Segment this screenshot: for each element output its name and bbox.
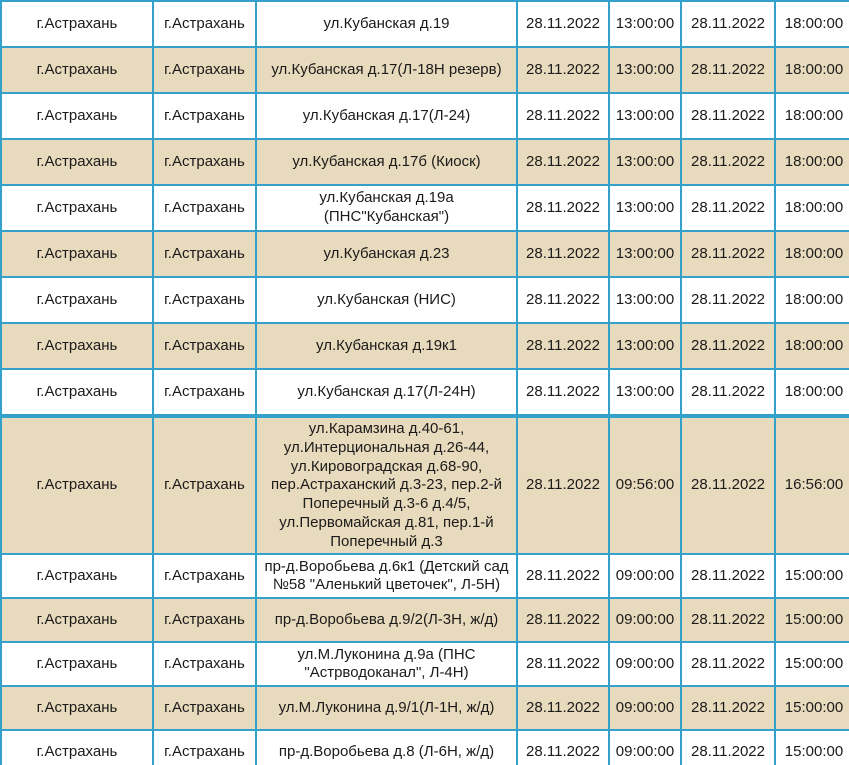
cell-start-time: 09:56:00 [609, 417, 681, 554]
cell-start-date: 28.11.2022 [517, 1, 609, 47]
cell-start-date: 28.11.2022 [517, 554, 609, 598]
cell-start-date: 28.11.2022 [517, 93, 609, 139]
cell-address: ул.Кубанская д.23 [256, 231, 517, 277]
cell-end-date: 28.11.2022 [681, 231, 775, 277]
cell-address: ул.Кубанская д.17б (Киоск) [256, 139, 517, 185]
cell-start-time: 13:00:00 [609, 369, 681, 415]
cell-address: ул.Кубанская д.17(Л-24) [256, 93, 517, 139]
table-row [1, 1, 849, 47]
cell-locality: г.Астрахань [153, 93, 256, 139]
cell-locality: г.Астрахань [153, 642, 256, 686]
cell-end-time: 18:00:00 [775, 93, 849, 139]
cell-end-time: 16:56:00 [775, 417, 849, 554]
cell-end-time: 15:00:00 [775, 554, 849, 598]
cell-locality: г.Астрахань [153, 231, 256, 277]
cell-address: пр-д.Воробьева д.8 (Л-6Н, ж/д) [256, 730, 517, 765]
cell-end-date: 28.11.2022 [681, 323, 775, 369]
cell-city: г.Астрахань [1, 598, 153, 642]
cell-end-date: 28.11.2022 [681, 369, 775, 415]
cell-address: ул.Кубанская д.17(Л-24Н) [256, 369, 517, 415]
cell-end-date: 28.11.2022 [681, 93, 775, 139]
cell-end-time: 18:00:00 [775, 369, 849, 415]
cell-end-date: 28.11.2022 [681, 730, 775, 765]
cell-locality: г.Астрахань [153, 277, 256, 323]
table-row [1, 185, 849, 231]
cell-city: г.Астрахань [1, 139, 153, 185]
cell-end-time: 15:00:00 [775, 730, 849, 765]
cell-address: ул.М.Луконина д.9/1(Л-1Н, ж/д) [256, 686, 517, 730]
cell-end-time: 18:00:00 [775, 1, 849, 47]
cell-address: ул.Карамзина д.40-61, ул.Интерциональная д.26-44, ул.Кировоградская д.68-90, пер.Астраханский д.3-23, пер.2-й Поперечный д.3-6 д.4/5, ул.Первомайская д.81, пер.1-й Поперечный д.3 [256, 417, 517, 554]
cell-start-time: 09:00:00 [609, 686, 681, 730]
cell-start-date: 28.11.2022 [517, 139, 609, 185]
cell-end-time: 18:00:00 [775, 277, 849, 323]
cell-end-date: 28.11.2022 [681, 47, 775, 93]
cell-start-date: 28.11.2022 [517, 686, 609, 730]
cell-start-time: 13:00:00 [609, 185, 681, 231]
cell-end-date: 28.11.2022 [681, 598, 775, 642]
cell-start-time: 09:00:00 [609, 730, 681, 765]
cell-city: г.Астрахань [1, 277, 153, 323]
table-row [1, 93, 849, 139]
cell-end-date: 28.11.2022 [681, 277, 775, 323]
cell-address: ул.Кубанская д.19к1 [256, 323, 517, 369]
cell-city: г.Астрахань [1, 1, 153, 47]
cell-end-date: 28.11.2022 [681, 1, 775, 47]
table-row [1, 417, 849, 554]
cell-end-time: 18:00:00 [775, 139, 849, 185]
cell-city: г.Астрахань [1, 323, 153, 369]
table-row [1, 642, 849, 686]
cell-locality: г.Астрахань [153, 686, 256, 730]
cell-start-time: 09:00:00 [609, 554, 681, 598]
cell-end-time: 15:00:00 [775, 642, 849, 686]
cell-address: ул.Кубанская д.19 [256, 1, 517, 47]
cell-end-time: 18:00:00 [775, 231, 849, 277]
outage-table-group-2 [0, 416, 849, 765]
cell-locality: г.Астрахань [153, 730, 256, 765]
table-row [1, 554, 849, 598]
cell-start-date: 28.11.2022 [517, 730, 609, 765]
cell-start-date: 28.11.2022 [517, 598, 609, 642]
cell-address: ул.М.Луконина д.9а (ПНС "Астрводоканал", Л-4Н) [256, 642, 517, 686]
cell-locality: г.Астрахань [153, 1, 256, 47]
cell-locality: г.Астрахань [153, 139, 256, 185]
cell-end-time: 15:00:00 [775, 686, 849, 730]
table-row [1, 598, 849, 642]
cell-locality: г.Астрахань [153, 417, 256, 554]
cell-start-date: 28.11.2022 [517, 417, 609, 554]
cell-end-date: 28.11.2022 [681, 686, 775, 730]
cell-address: пр-д.Воробьева д.9/2(Л-3Н, ж/д) [256, 598, 517, 642]
cell-city: г.Астрахань [1, 185, 153, 231]
cell-city: г.Астрахань [1, 47, 153, 93]
table-row [1, 323, 849, 369]
cell-end-time: 15:00:00 [775, 598, 849, 642]
cell-locality: г.Астрахань [153, 185, 256, 231]
cell-end-time: 18:00:00 [775, 47, 849, 93]
cell-address: пр-д.Воробьева д.6к1 (Детский сад №58 "Аленький цветочек", Л-5Н) [256, 554, 517, 598]
cell-locality: г.Астрахань [153, 554, 256, 598]
table-row [1, 231, 849, 277]
cell-start-date: 28.11.2022 [517, 185, 609, 231]
cell-start-time: 13:00:00 [609, 47, 681, 93]
table-row [1, 277, 849, 323]
table-row [1, 139, 849, 185]
cell-locality: г.Астрахань [153, 598, 256, 642]
table-row [1, 369, 849, 415]
cell-start-time: 13:00:00 [609, 139, 681, 185]
cell-city: г.Астрахань [1, 417, 153, 554]
cell-city: г.Астрахань [1, 93, 153, 139]
cell-address: ул.Кубанская д.19а (ПНС"Кубанская") [256, 185, 517, 231]
cell-end-time: 18:00:00 [775, 185, 849, 231]
cell-start-date: 28.11.2022 [517, 369, 609, 415]
cell-locality: г.Астрахань [153, 323, 256, 369]
table-row [1, 47, 849, 93]
cell-start-time: 09:00:00 [609, 598, 681, 642]
cell-address: ул.Кубанская (НИС) [256, 277, 517, 323]
cell-end-date: 28.11.2022 [681, 139, 775, 185]
cell-start-time: 13:00:00 [609, 93, 681, 139]
cell-locality: г.Астрахань [153, 47, 256, 93]
cell-city: г.Астрахань [1, 642, 153, 686]
cell-city: г.Астрахань [1, 554, 153, 598]
cell-end-time: 18:00:00 [775, 323, 849, 369]
cell-start-time: 13:00:00 [609, 323, 681, 369]
cell-city: г.Астрахань [1, 730, 153, 765]
table-row [1, 686, 849, 730]
cell-start-date: 28.11.2022 [517, 231, 609, 277]
table-row [1, 730, 849, 765]
cell-end-date: 28.11.2022 [681, 554, 775, 598]
cell-start-date: 28.11.2022 [517, 47, 609, 93]
cell-start-date: 28.11.2022 [517, 323, 609, 369]
cell-locality: г.Астрахань [153, 369, 256, 415]
cell-start-time: 13:00:00 [609, 277, 681, 323]
cell-city: г.Астрахань [1, 369, 153, 415]
cell-start-time: 09:00:00 [609, 642, 681, 686]
cell-city: г.Астрахань [1, 686, 153, 730]
cell-start-time: 13:00:00 [609, 1, 681, 47]
cell-start-time: 13:00:00 [609, 231, 681, 277]
cell-start-date: 28.11.2022 [517, 277, 609, 323]
cell-city: г.Астрахань [1, 231, 153, 277]
cell-address: ул.Кубанская д.17(Л-18Н резерв) [256, 47, 517, 93]
cell-end-date: 28.11.2022 [681, 642, 775, 686]
cell-end-date: 28.11.2022 [681, 417, 775, 554]
cell-end-date: 28.11.2022 [681, 185, 775, 231]
cell-start-date: 28.11.2022 [517, 642, 609, 686]
